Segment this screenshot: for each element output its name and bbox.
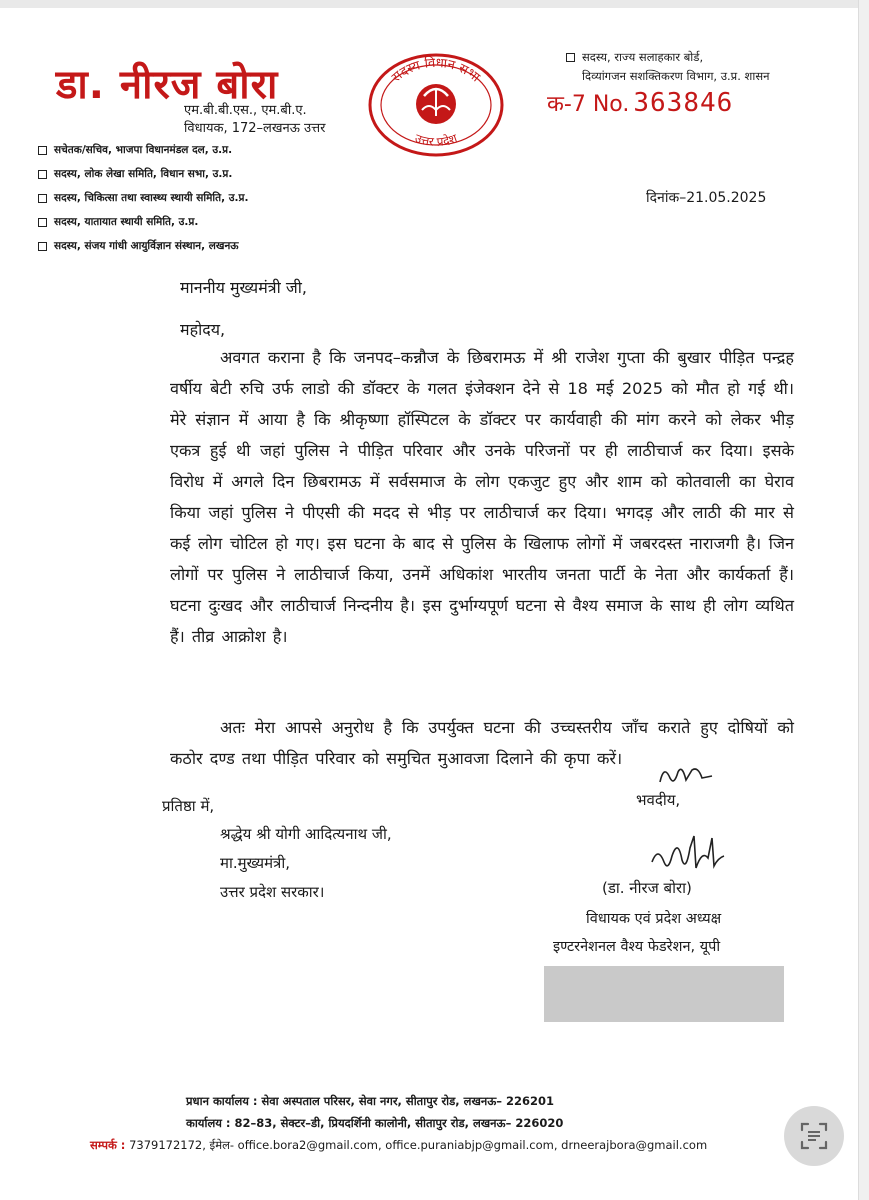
position-item: सदस्य, चिकित्सा तथा स्वास्थ्य स्थायी समिति, उ.प्र. <box>38 186 248 210</box>
scan-right-edge <box>858 0 869 1200</box>
body-paragraph-1: अवगत कराना है कि जनपद–कन्नौज के छिबरामऊ में श्री राजेश गुप्ता की बुखार पीड़ित पन्द्रह वर्षीय बेटी रुचि उर्फ लाडो की डॉक्टर के गलत इंजेक्शन देने से 18 मई 2025 को मौत हो गई थी। मेरे संज्ञान में आया है कि श्रीकृष्णा हॉस्पिटल के डॉक्टर पर कार्यवाही की मांग करने को लेकर भीड़ एकत्र हुई थी जहां पुलिस ने पीड़ित परिवार और उनके परिजनों पर ही लाठीचार्ज कर दिया। इसके विरोध में अगले दिन छिबरामऊ में सर्वसमाज के लोग एकजुट हुए और शाम को कोतवाली का घेराव किया जहां पुलिस ने पीएसी की मदद से भीड़ पर लाठीचार्ज कर दिया। भगदड़ और लाठी की मार से कई लोग चोटिल हो गए। इस घटना के बाद से पुलिस के खिलाफ लोगों में जबरदस्त नाराजगी है। जिन लोगों पर पुलिस ने लाठीचार्ज किया, उनमें अधिकांश भारतीय जनता पार्टी के नेता और कार्यकर्ता हैं। घटना दुःखद और लाठीचार्ज निन्दनीय है। इस दुर्भाग्यपूर्ण घटना से वैश्य समाज के साथ ही लोग व्यथित हैं। तीव्र आक्रोश है। <box>170 348 794 646</box>
signatory-name: (डा. नीरज बोरा) <box>602 879 692 897</box>
footer-contact-details: 7379172172, ईमेल- office.bora2@gmail.com, office.puraniabjp@gmail.com, drneerajbora@gmail.com <box>129 1138 708 1152</box>
reference-prefix: क-7 No. <box>547 92 630 117</box>
right-position-line-1: सदस्य, राज्य सलाहकार बोर्ड, <box>582 50 704 64</box>
closing: भवदीय, <box>636 791 681 809</box>
checkbox-bullet-icon <box>566 53 575 62</box>
letterhead-name: डा. नीरज बोरा <box>56 62 279 108</box>
checkbox-bullet-icon <box>38 218 47 227</box>
greeting: महोदय, <box>180 320 226 339</box>
scan-top-edge <box>0 0 869 8</box>
right-positions <box>566 48 770 86</box>
signatory-title-2: इण्टरनेशनल वैश्य फेडरेशन, यूपी <box>553 939 721 955</box>
checkbox-bullet-icon <box>38 194 47 203</box>
footer-contact-label: सम्पर्क : <box>90 1138 126 1152</box>
checkbox-bullet-icon <box>38 170 47 179</box>
position-item: सचेतक/सचिव, भाजपा विधानमंडल दल, उ.प्र. <box>38 138 248 162</box>
checkbox-bullet-icon <box>38 146 47 155</box>
footer-contact <box>90 1138 707 1153</box>
recipient-line-2: मा.मुख्यमंत्री, <box>220 854 290 872</box>
letterhead-mla: विधायक, 172–लखनऊ उत्तर <box>184 121 326 136</box>
right-position-line-2: दिव्यांगजन सशक्तिकरण विभाग, उ.प्र. शासन <box>582 69 770 83</box>
salutation: माननीय मुख्यमंत्री जी, <box>180 278 307 297</box>
body-paragraph-2: अतः मेरा आपसे अनुरोध है कि उपर्युक्त घटना की उच्चस्तरीय जाँच कराते हुए दोषियों को कठोर दण्ड तथा पीड़ित परिवार को समुचित मुआवजा दिलाने की कृपा करें। <box>170 718 794 768</box>
position-item: सदस्य, यातायात स्थायी समिति, उ.प्र. <box>38 210 248 234</box>
footer-office: कार्यालय : 82–83, सेक्टर–डी, प्रियदर्शिनी कालोनी, सीतापुर रोड, लखनऊ– 226020 <box>186 1116 564 1130</box>
svg-text:सदस्य विधान सभा <box>389 55 483 86</box>
assembly-seal-icon <box>366 52 506 158</box>
position-item: सदस्य, संजय गांधी आयुर्विज्ञान संस्थान, लखनऊ <box>38 234 248 258</box>
svg-text:उत्तर प्रदेश <box>413 131 460 149</box>
signatory-title-1: विधायक एवं प्रदेश अध्यक्ष <box>586 911 722 927</box>
seal-bottom-text: उत्तर प्रदेश <box>412 131 460 149</box>
letter-date: दिनांक–21.05.2025 <box>646 190 767 206</box>
letterhead-positions <box>38 138 248 258</box>
footer-head-office: प्रधान कार्यालय : सेवा अस्पताल परिसर, सेवा नगर, सीतापुर रोड, लखनऊ– 226201 <box>186 1094 555 1108</box>
text-scan-button[interactable] <box>784 1106 844 1166</box>
recipient-line-3: उत्तर प्रदेश सरकार। <box>220 883 325 901</box>
recipient-label: प्रतिष्ठा में, <box>162 797 215 815</box>
position-item: सदस्य, लोक लेखा समिति, विधान सभा, उ.प्र. <box>38 162 248 186</box>
recipient-line-1: श्रद्धेय श्री योगी आदित्यनाथ जी, <box>220 825 392 843</box>
reference-number <box>547 88 733 118</box>
redaction-box <box>544 966 784 1022</box>
seal-top-text: सदस्य विधान सभा <box>389 55 483 86</box>
initial-signature-icon <box>656 760 716 790</box>
letterhead-degree: एम.बी.बी.एस., एम.बी.ए. <box>184 103 307 118</box>
signature-icon <box>648 828 728 878</box>
scan-text-icon <box>784 1106 844 1166</box>
checkbox-bullet-icon <box>38 242 47 251</box>
reference-serial: 363846 <box>633 88 734 118</box>
